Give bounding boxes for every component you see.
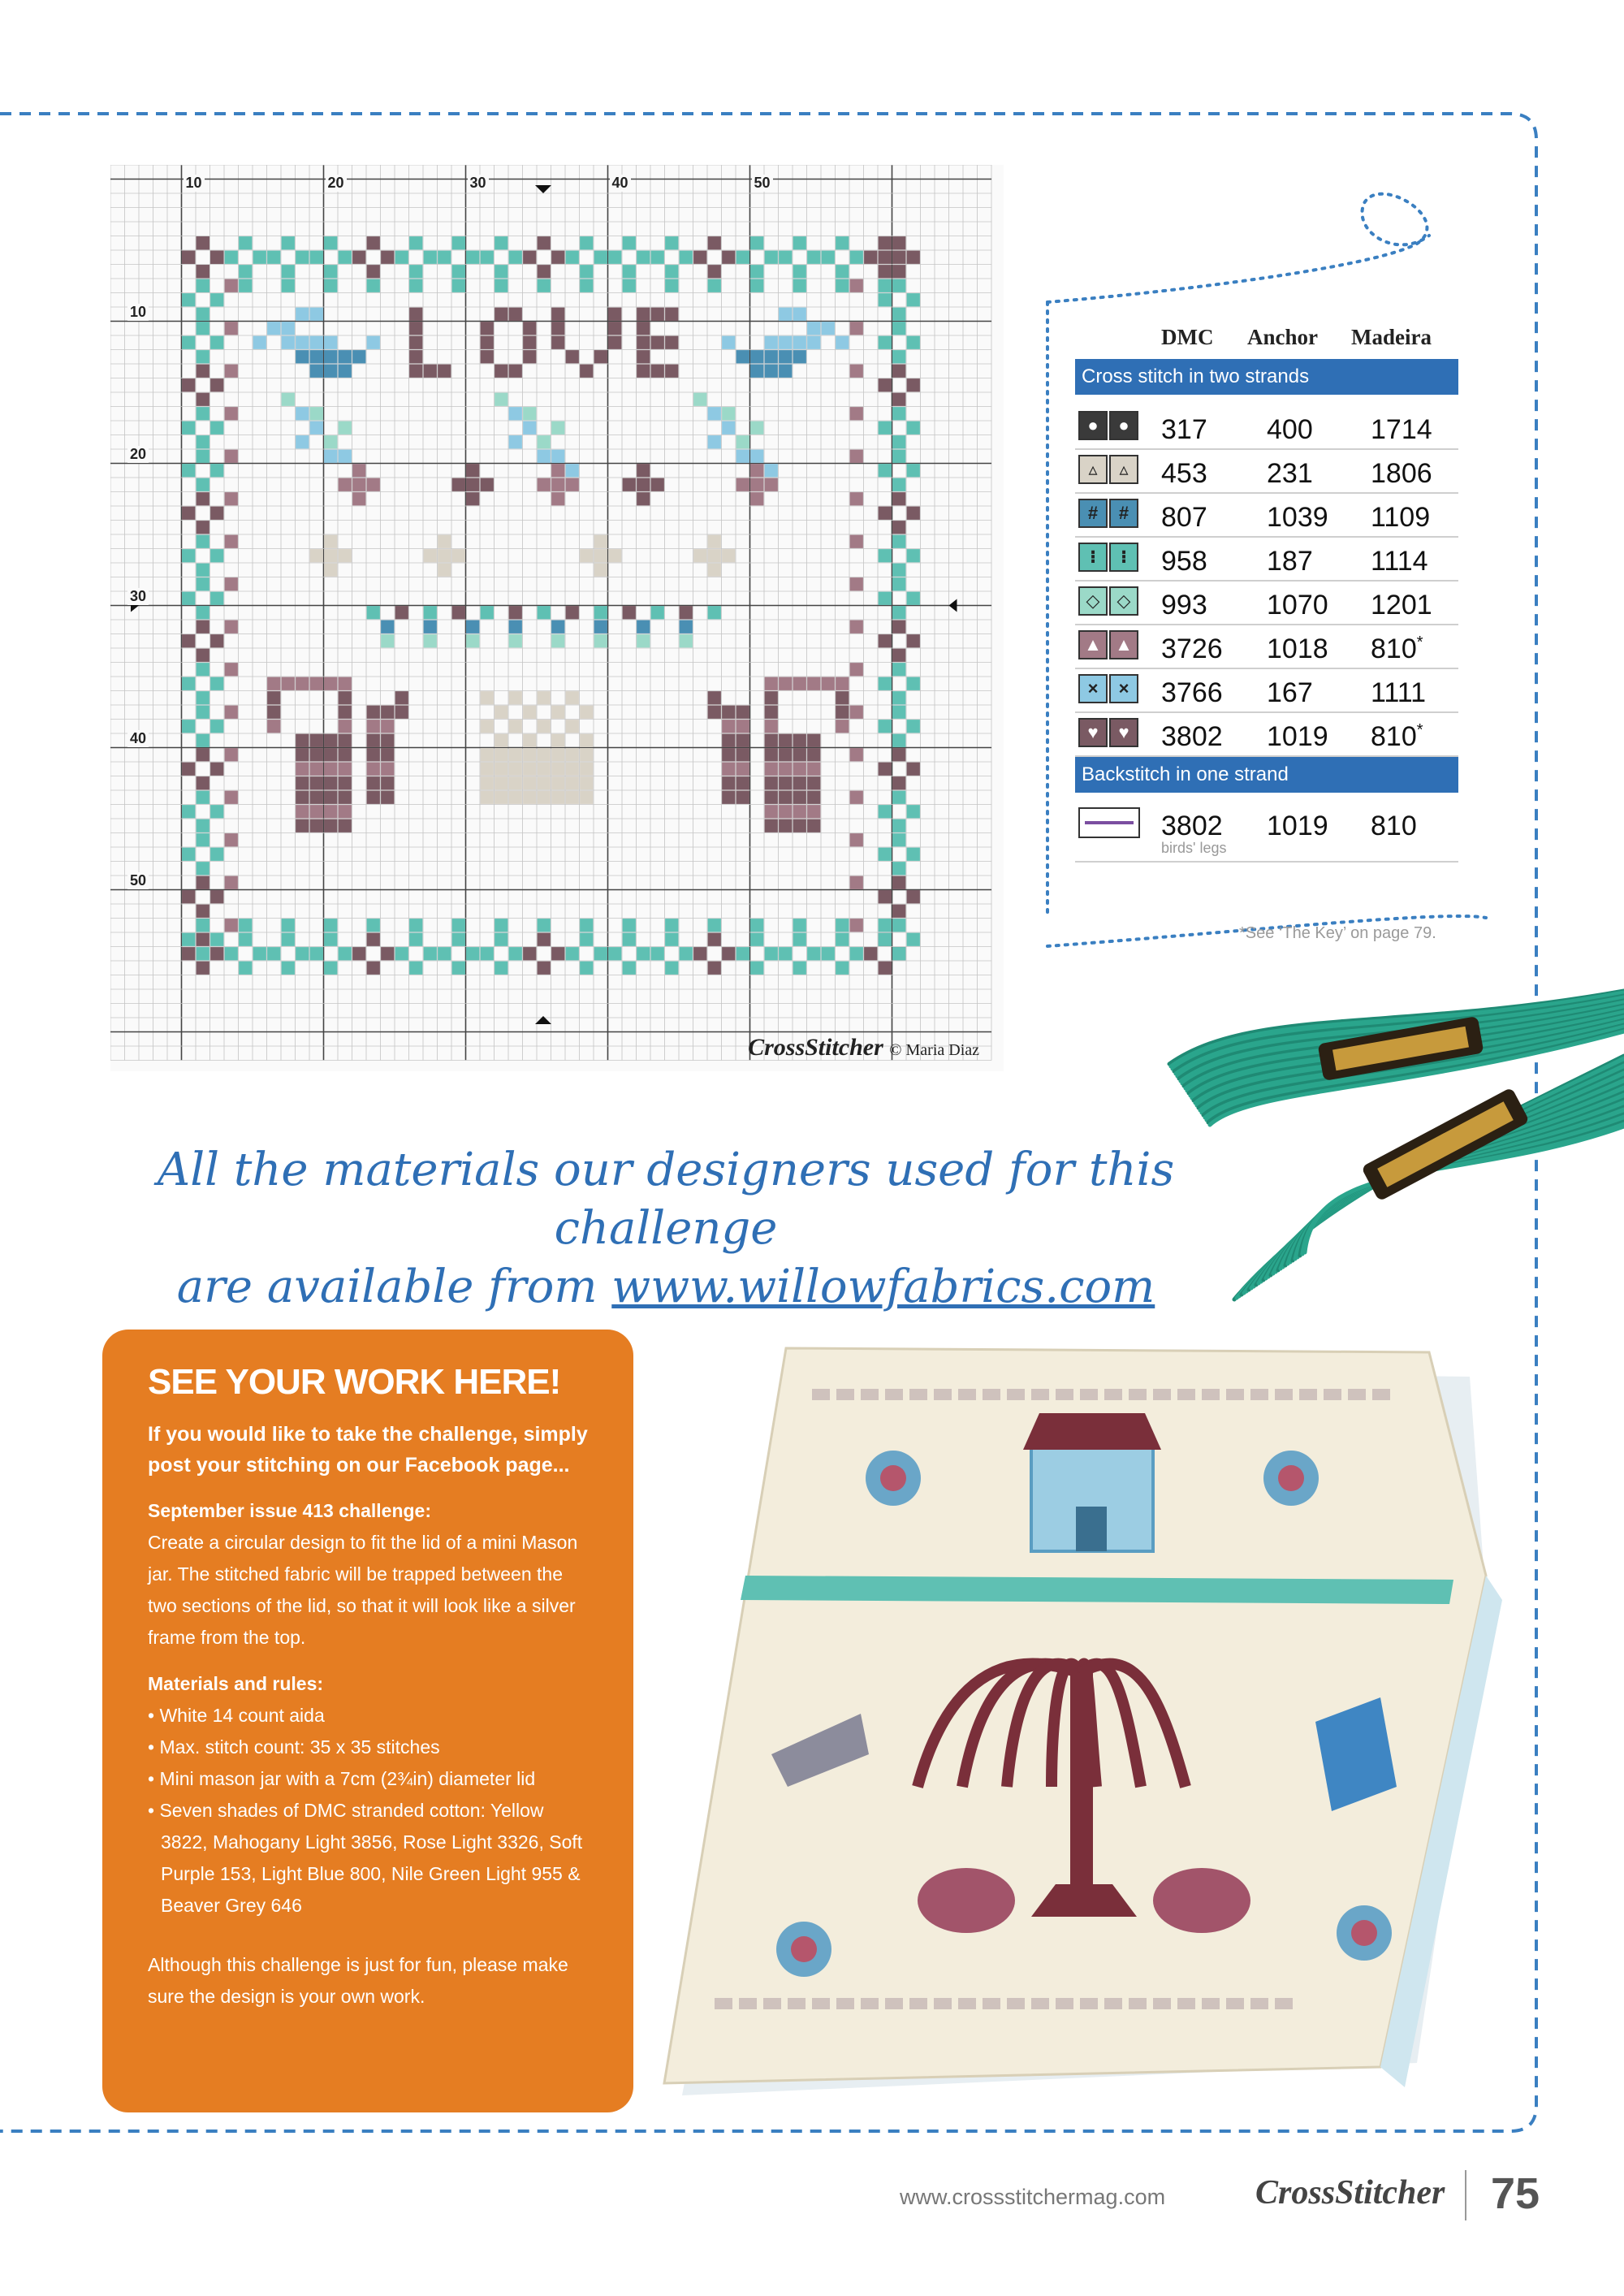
- key-dmc-value: 317: [1161, 414, 1207, 445]
- chart-left-tick: 40: [127, 730, 149, 747]
- backstitch-swatch: [1078, 807, 1140, 838]
- back-dmc: 3802: [1161, 811, 1223, 841]
- rules-list: [148, 1700, 588, 1922]
- key-dmc-value: 3766: [1161, 677, 1223, 708]
- challenge-heading: September issue 413 challenge:: [148, 1500, 431, 1521]
- stitched-border-block: [1250, 1389, 1268, 1400]
- stitched-house-roof: [1023, 1413, 1161, 1450]
- key-section-back: Backstitch in one strand: [1075, 757, 1458, 793]
- chart-top-tick: 50: [752, 175, 773, 192]
- key-dmc-value: 993: [1161, 590, 1207, 620]
- stitched-border-block: [1177, 1998, 1195, 2009]
- key-anchor-value: 231: [1267, 458, 1313, 489]
- chart-left-tick: 10: [127, 304, 149, 321]
- key-row: [1075, 713, 1458, 757]
- stitched-border-block: [836, 1389, 854, 1400]
- banner-line-1: All the materials our designers used for this challenge: [157, 1144, 1175, 1255]
- rule-item: • Seven shades of DMC stranded cotton: Yellow 3822, Mahogany Light 3856, Rose Light 3326, Soft Purple 153, Light Blue 800, Nile Green Light 955 & Beaver Grey 646: [148, 1795, 588, 1922]
- stitched-border-block: [1104, 1998, 1122, 2009]
- chart-credit-designer: © Maria Diaz: [889, 1041, 979, 1059]
- key-star: *: [1416, 721, 1423, 739]
- banner-line-2: [106, 1258, 1226, 1317]
- stitched-border-block: [812, 1998, 830, 2009]
- stitched-border-block: [958, 1998, 976, 2009]
- key-dmc-value: 3802: [1161, 721, 1223, 752]
- key-swatch: ◇: [1078, 586, 1108, 616]
- stitched-flower-center: [1351, 1920, 1377, 1946]
- challenge-body: Create a circular design to fit the lid of a mini Mason jar. The stitched fabric will be trapped between the two sections of the lid, so that it will look like a silver frame from the top.: [148, 1532, 578, 1648]
- stitched-willow-trunk: [1070, 1673, 1093, 1917]
- stitched-border-block: [1275, 1389, 1293, 1400]
- stitched-border-block: [1202, 1389, 1220, 1400]
- key-section-cross: Cross stitch in two strands: [1075, 359, 1458, 395]
- chart-left-tick: 30: [127, 588, 149, 605]
- stitched-border-block: [1299, 1389, 1317, 1400]
- chart-top-tick: 30: [468, 175, 489, 192]
- stitched-flower-center: [880, 1465, 906, 1491]
- key-dmc-value: 453: [1161, 458, 1207, 489]
- rules-heading: Materials and rules:: [148, 1673, 324, 1694]
- key-dmc-value: 3726: [1161, 633, 1223, 664]
- key-row: [1075, 450, 1458, 494]
- key-madeira-value: 1714: [1371, 414, 1432, 445]
- key-swatch: ⁝: [1109, 543, 1138, 572]
- stitched-border-block: [1056, 1389, 1073, 1400]
- footer-divider: [1465, 2170, 1466, 2220]
- stitched-border-block: [885, 1389, 903, 1400]
- cross-stitch-chart: [110, 165, 1004, 1071]
- stitched-bird-right: [1153, 1868, 1250, 1933]
- banner-line-2-prefix: are available from: [176, 1260, 612, 1313]
- chart-center-arrow-right: [949, 599, 957, 612]
- key-swatch: ◇: [1109, 586, 1138, 616]
- key-row-backstitch: [1075, 802, 1458, 859]
- chart-center-arrow-bottom: [535, 1016, 551, 1024]
- key-anchor-value: 400: [1267, 414, 1313, 445]
- stitched-border-block: [1177, 1389, 1195, 1400]
- stitched-border-block: [1226, 1998, 1244, 2009]
- stitched-border-block: [1202, 1998, 1220, 2009]
- stitched-border-block: [1031, 1998, 1049, 2009]
- stitched-border-block: [836, 1998, 854, 2009]
- key-star: *: [1416, 633, 1423, 651]
- stitched-border-block: [909, 1998, 927, 2009]
- key-swatch: #: [1078, 499, 1108, 528]
- stitched-border-block: [715, 1998, 732, 2009]
- materials-banner: [106, 1141, 1226, 1317]
- stitched-border-block: [1372, 1389, 1390, 1400]
- panel-closing: Although this challenge is just for fun, please make sure the design is your own work.: [148, 1954, 568, 2007]
- key-anchor-value: 1039: [1267, 502, 1328, 533]
- rule-item: • White 14 count aida: [148, 1700, 588, 1732]
- willowfabrics-link[interactable]: www.willowfabrics.com: [611, 1260, 1155, 1313]
- stitched-border-block: [861, 1389, 879, 1400]
- key-row: [1075, 625, 1458, 669]
- key-swatch: ▵: [1078, 455, 1108, 484]
- stitched-border-block: [1007, 1998, 1025, 2009]
- key-row: [1075, 494, 1458, 538]
- key-anchor-value: 1018: [1267, 633, 1328, 664]
- key-swatch: ⁝: [1078, 543, 1108, 572]
- key-madeira-value: 810*: [1371, 633, 1423, 664]
- key-swatch: ♥: [1078, 718, 1108, 747]
- key-anchor-value: 167: [1267, 677, 1313, 708]
- stitched-border-block: [1031, 1389, 1049, 1400]
- key-dmc-value: 958: [1161, 546, 1207, 577]
- back-note: birds' legs: [1161, 840, 1227, 856]
- stitched-border-block: [1324, 1389, 1341, 1400]
- rule-item: • Mini mason jar with a 7cm (2¾in) diameter lid: [148, 1763, 588, 1795]
- panel-title: SEE YOUR WORK HERE!: [148, 1362, 561, 1402]
- back-anchor: 1019: [1267, 811, 1328, 841]
- stitched-border-block: [1129, 1998, 1147, 2009]
- stitched-border-block: [1250, 1998, 1268, 2009]
- stitched-border-block: [983, 1998, 1000, 2009]
- key-swatch: ▵: [1109, 455, 1138, 484]
- chart-credit-brand: CrossStitcher: [748, 1034, 883, 1061]
- chart-credit: [748, 1034, 979, 1062]
- stitched-border-block: [763, 1998, 781, 2009]
- stitched-border-block: [1056, 1998, 1073, 2009]
- stitched-border-block: [1080, 1389, 1098, 1400]
- back-madeira: 810: [1371, 811, 1417, 841]
- stitched-border-block: [1226, 1389, 1244, 1400]
- key-madeira-value: 1201: [1371, 590, 1432, 620]
- stitched-flower-center: [791, 1936, 817, 1962]
- footer-url[interactable]: www.crossstitchermag.com: [900, 2185, 1166, 2209]
- chart-left-tick: 20: [127, 446, 149, 463]
- stitched-flower-center: [1278, 1465, 1304, 1491]
- stitched-border-block: [1007, 1389, 1025, 1400]
- stitched-border-block: [885, 1998, 903, 2009]
- key-header-dmc: DMC: [1161, 325, 1214, 349]
- stitched-house-door: [1076, 1507, 1107, 1551]
- key-swatch: ×: [1078, 674, 1108, 703]
- key-swatch: ▲: [1109, 630, 1138, 659]
- stitched-bird-left: [918, 1868, 1015, 1933]
- key-anchor-value: 1070: [1267, 590, 1328, 620]
- needlebook-photo: [650, 1332, 1543, 2112]
- key-swatch: ♥: [1109, 718, 1138, 747]
- key-row: [1075, 582, 1458, 625]
- key-swatch: #: [1109, 499, 1138, 528]
- stitched-border-block: [983, 1389, 1000, 1400]
- stitched-border-block: [1348, 1389, 1366, 1400]
- stitched-border-block: [861, 1998, 879, 2009]
- stitched-teal-band: [741, 1576, 1453, 1604]
- stitched-border-block: [1129, 1389, 1147, 1400]
- key-row: [1075, 669, 1458, 713]
- chart-left-tick: 50: [127, 872, 149, 889]
- key-madeira-value: 1806: [1371, 458, 1432, 489]
- key-madeira-value: 810*: [1371, 721, 1423, 752]
- key-madeira-value: 1114: [1371, 546, 1428, 577]
- key-swatch: ●: [1078, 411, 1108, 440]
- challenge-panel: [102, 1330, 633, 2112]
- chart-top-tick: 10: [184, 175, 205, 192]
- key-row: [1075, 406, 1458, 450]
- page-number: 75: [1491, 2169, 1540, 2218]
- chart-grid: [110, 165, 1004, 1071]
- key-dmc-value: 807: [1161, 502, 1207, 533]
- stitched-border-block: [812, 1389, 830, 1400]
- key-swatch: ●: [1109, 411, 1138, 440]
- stitched-border-block: [1104, 1389, 1122, 1400]
- chart-center-arrow-top: [535, 185, 551, 193]
- rule-item: • Max. stitch count: 35 x 35 stitches: [148, 1732, 588, 1763]
- key-header-anchor: Anchor: [1247, 325, 1318, 349]
- key-swatch: ▲: [1078, 630, 1108, 659]
- chart-top-tick: 40: [610, 175, 631, 192]
- stitched-border-block: [1153, 1389, 1171, 1400]
- key-madeira-value: 1109: [1371, 502, 1431, 533]
- key-swatch: ×: [1109, 674, 1138, 703]
- chart-top-tick: 20: [326, 175, 347, 192]
- stitched-border-block: [1153, 1998, 1171, 2009]
- key-header-madeira: Madeira: [1351, 325, 1432, 349]
- stitched-border-block: [958, 1389, 976, 1400]
- key-madeira-value: 1111: [1371, 677, 1427, 708]
- stitched-border-block: [1080, 1998, 1098, 2009]
- stitched-border-block: [909, 1389, 927, 1400]
- key-row: [1075, 538, 1458, 582]
- stitched-border-block: [934, 1389, 952, 1400]
- stitched-border-block: [739, 1998, 757, 2009]
- stitched-border-block: [1275, 1998, 1293, 2009]
- stitched-border-block: [934, 1998, 952, 2009]
- panel-intro: If you would like to take the challenge, simply post your stitching on our Facebook page...: [148, 1423, 588, 1477]
- key-anchor-value: 1019: [1267, 721, 1328, 752]
- stitched-border-block: [788, 1998, 806, 2009]
- footer-brand-logo: CrossStitcher: [1255, 2174, 1445, 2212]
- key-anchor-value: 187: [1267, 546, 1313, 577]
- key-footnote: *See ‘The Key’ on page 79.: [1239, 924, 1436, 942]
